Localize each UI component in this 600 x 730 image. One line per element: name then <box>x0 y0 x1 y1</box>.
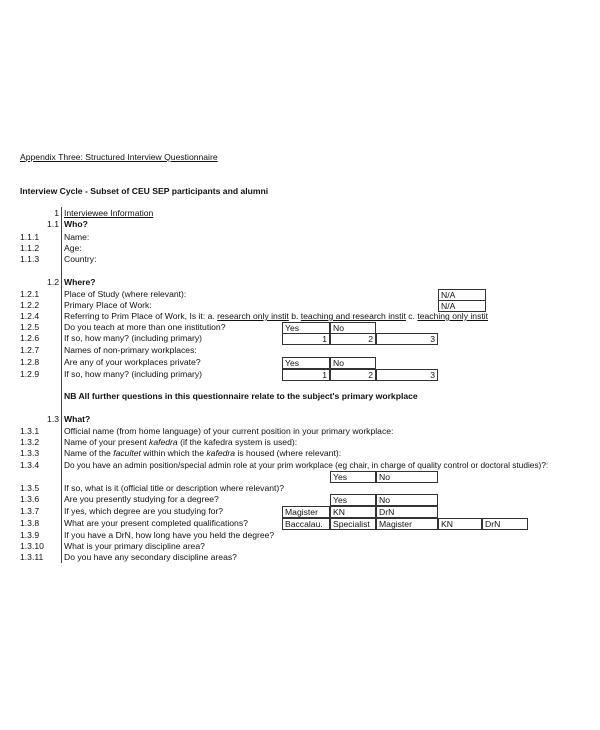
subsection-number: 1.3 <box>47 414 59 424</box>
answer-box[interactable]: N/A <box>438 289 486 301</box>
question-place-of-study: Place of Study (where relevant): <box>64 289 187 299</box>
question-institution-type <box>64 311 488 322</box>
term-kafedra: kafedra <box>149 437 178 447</box>
subsection-heading-who: Who? <box>64 219 88 229</box>
question-name: Name: <box>64 232 90 242</box>
option-label: b. <box>288 311 301 321</box>
question-official-name: Official name (from home language) of your current position in your primary workplace: <box>64 426 394 436</box>
option-kn[interactable]: KN <box>438 518 482 530</box>
question-facultet <box>64 448 341 459</box>
subsection-number: 1.1 <box>47 219 59 229</box>
question-country: Country: <box>64 254 97 264</box>
question-private: Are any of your workplaces private? <box>64 357 201 367</box>
question-studying: Are you presently studying for a degree? <box>64 494 219 504</box>
question-id: 1.2.6 <box>20 333 40 343</box>
option-teaching[interactable]: teaching only instit <box>417 311 489 321</box>
question-id: 1.3.7 <box>20 506 40 516</box>
subsection-heading-what: What? <box>64 414 91 424</box>
count-option-3[interactable]: 3 <box>376 333 438 345</box>
question-id: 1.1.3 <box>20 254 40 264</box>
question-id: 1.3.3 <box>20 448 40 458</box>
question-how-many-private: If so, how many? (including primary) <box>64 369 203 379</box>
question-id: 1.3.6 <box>20 494 40 504</box>
question-admin-title: If so, what is it (official title or description where relevant)? <box>64 483 285 493</box>
option-specialist[interactable]: Specialist <box>330 518 376 530</box>
question-id: 1.2.8 <box>20 357 40 367</box>
question-qualifications: What are your present completed qualifications? <box>64 518 248 528</box>
question-id: 1.3.4 <box>20 460 40 470</box>
question-text: Name of the <box>64 448 114 458</box>
left-rule <box>61 207 62 563</box>
question-id: 1.2.1 <box>20 289 40 299</box>
option-magister[interactable]: Magister <box>376 518 438 530</box>
question-age: Age: <box>64 243 82 253</box>
question-id: 1.3.9 <box>20 530 40 540</box>
yes-option[interactable]: Yes <box>330 471 376 483</box>
yes-option[interactable]: Yes <box>282 322 330 334</box>
question-text: (if the kafedra system is used): <box>177 437 298 447</box>
question-text: Referring to Prim Place of Work, Is it: a. <box>64 311 218 321</box>
count-option-2[interactable]: 2 <box>330 369 376 381</box>
no-option[interactable]: No <box>330 357 376 369</box>
question-primary-place: Primary Place of Work: <box>64 300 152 310</box>
option-drn[interactable]: DrN <box>482 518 528 530</box>
question-admin-role: Do you have an admin position/special admin role at your prim workplace (eg chair, in charge of quality control or doctoral studies)?: <box>64 460 549 470</box>
question-id: 1.3.11 <box>20 552 44 562</box>
question-id: 1.2.2 <box>20 300 40 310</box>
question-kafedra <box>64 437 297 448</box>
question-non-primary-names: Names of non-primary workplaces: <box>64 345 197 355</box>
question-primary-discipline: What is your primary discipline area? <box>64 541 205 551</box>
no-option[interactable]: No <box>330 322 376 334</box>
question-text: within which the <box>140 448 207 458</box>
option-research[interactable]: research only instit <box>217 311 289 321</box>
question-id: 1.1.1 <box>20 232 40 242</box>
count-option-1[interactable]: 1 <box>282 333 330 345</box>
question-id: 1.2.4 <box>20 311 40 321</box>
nb-note: NB All further questions in this questionnaire relate to the subject's primary workplace <box>64 391 418 401</box>
question-id: 1.3.8 <box>20 518 40 528</box>
option-label: c. <box>405 311 418 321</box>
option-teaching-research[interactable]: teaching and research instit <box>300 311 406 321</box>
page-title: Appendix Three: Structured Interview Questionnaire <box>20 152 218 162</box>
question-id: 1.3.5 <box>20 483 40 493</box>
page-subtitle: Interview Cycle - Subset of CEU SEP participants and alumni <box>20 186 269 196</box>
count-option-1[interactable]: 1 <box>282 369 330 381</box>
subsection-number: 1.2 <box>47 277 59 287</box>
option-baccalau[interactable]: Baccalau. <box>282 518 330 530</box>
question-id: 1.3.2 <box>20 437 40 447</box>
question-multiple-institutions: Do you teach at more than one institution? <box>64 322 226 332</box>
question-text: Name of your present <box>64 437 150 447</box>
section-heading: Interviewee Information <box>64 208 154 218</box>
count-option-2[interactable]: 2 <box>330 333 376 345</box>
question-secondary-discipline: Do you have any secondary discipline areas? <box>64 552 237 562</box>
subsection-heading-where: Where? <box>64 277 96 287</box>
option-drn[interactable]: DrN <box>376 506 438 518</box>
question-drn-duration: If you have a DrN, how long have you held the degree? <box>64 530 275 540</box>
term-facultet: facultet <box>113 448 141 458</box>
question-id: 1.3.10 <box>20 541 44 551</box>
question-id: 1.2.9 <box>20 369 40 379</box>
term-kafedra: kafedra <box>206 448 236 458</box>
question-how-many: If so, how many? (including primary) <box>64 333 203 343</box>
question-id: 1.2.5 <box>20 322 40 332</box>
yes-option[interactable]: Yes <box>330 494 376 506</box>
option-magister[interactable]: Magister <box>282 506 330 518</box>
no-option[interactable]: No <box>376 494 438 506</box>
question-id: 1.2.7 <box>20 345 40 355</box>
option-kn[interactable]: KN <box>330 506 376 518</box>
question-id: 1.3.1 <box>20 426 40 436</box>
question-text: is housed (where relevant): <box>235 448 342 458</box>
question-degree-studying: If yes, which degree are you studying for? <box>64 506 224 516</box>
no-option[interactable]: No <box>376 471 438 483</box>
yes-option[interactable]: Yes <box>282 357 330 369</box>
answer-box[interactable]: N/A <box>438 300 486 312</box>
section-number: 1 <box>54 208 59 218</box>
count-option-3[interactable]: 3 <box>376 369 438 381</box>
question-id: 1.1.2 <box>20 243 40 253</box>
